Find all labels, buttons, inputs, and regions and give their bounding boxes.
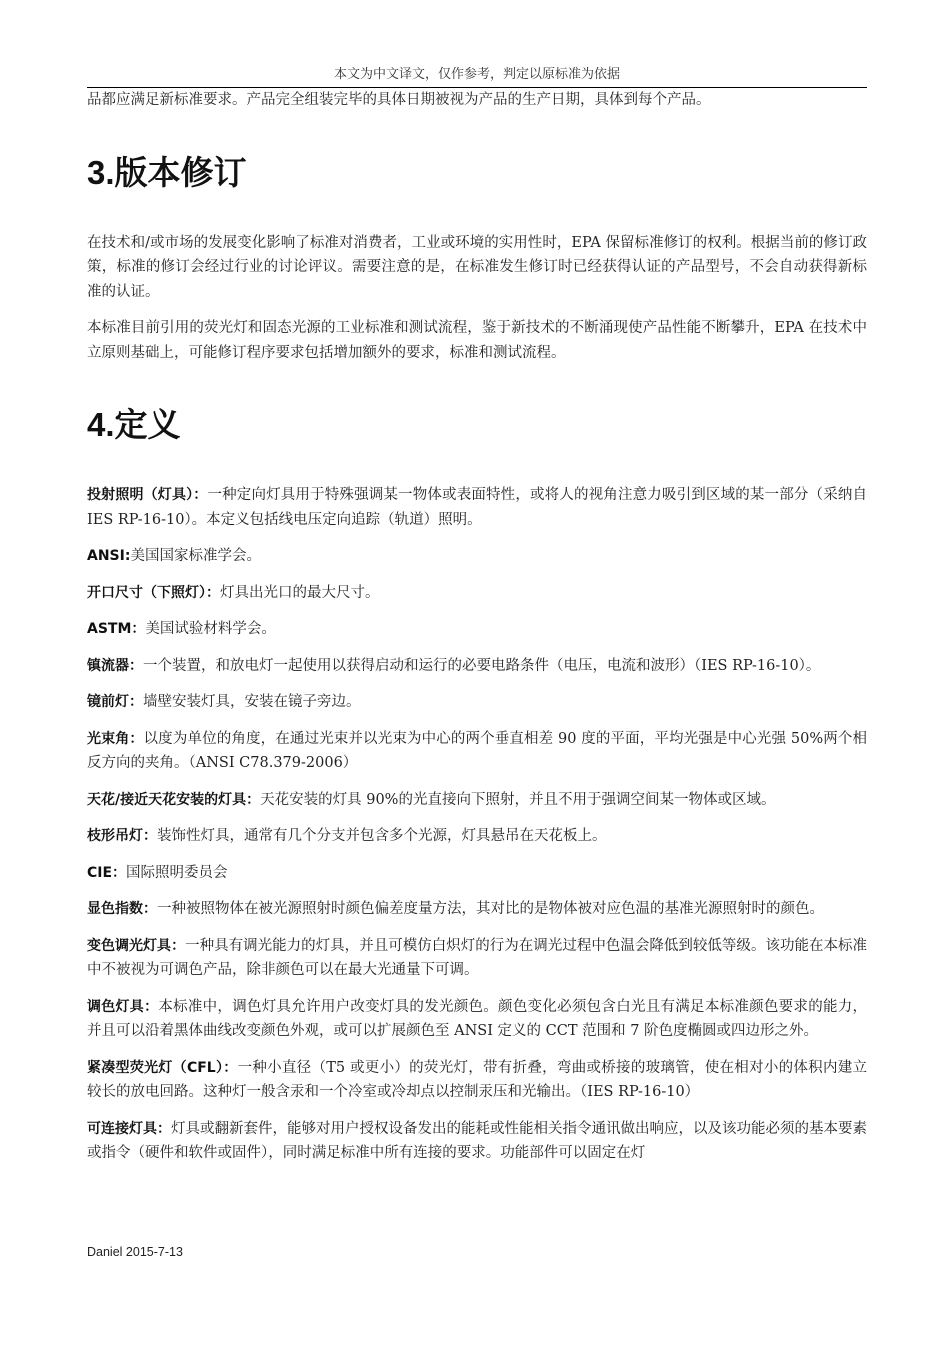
definition-text: 天花安装的灯具 90%的光直接向下照射，并且不用于强调空间某一物体或区域。 xyxy=(260,791,776,808)
section-3-title: 版本修订 xyxy=(114,152,247,192)
definition-term: 开口尺寸（下照灯） xyxy=(87,584,206,601)
header-note: 本文为中文译文，仅作参考，判定以原标准为依据 xyxy=(333,67,620,82)
definition-separator: ： xyxy=(223,1059,238,1076)
definition-item xyxy=(87,934,867,983)
definition-term: 投射照明（灯具） xyxy=(87,487,194,503)
definition-term: 紧凑型荧光灯（CFL） xyxy=(87,1059,224,1076)
definition-text: 一种具有调光能力的灯具，并且可模仿白炽灯的行为在调光过程中色温会降低到较低等级。该功能在本标准中不被视为可调色产品，除非颜色可以在最大光通量下可调。 xyxy=(87,937,868,978)
definition-text: 国际照明委员会 xyxy=(126,864,228,881)
definition-separator: ： xyxy=(171,937,186,954)
definition-separator: ： xyxy=(143,828,157,844)
definition-text: 本标准中，调色灯具允许用户改变灯具的发光颜色。颜色变化必须包含白光且有满足本标准颜色要求的能力，并且可以沿着黑体曲线改变颜色外观，或可以扩展颜色至 ANSI 定义的 CCT 范围和 7 阶色度椭圆或四边形之外。 xyxy=(87,998,868,1039)
section-4-number: 4. xyxy=(87,406,115,443)
section-3-heading xyxy=(87,153,867,193)
definition-item xyxy=(87,1117,867,1166)
definition-item xyxy=(87,690,867,715)
definition-separator: ： xyxy=(129,694,143,710)
definition-separator: ： xyxy=(157,1120,171,1137)
definition-separator: ： xyxy=(129,730,144,747)
definition-separator: ： xyxy=(143,901,157,917)
definition-item xyxy=(87,483,867,532)
definition-text: 美国国家标准学会。 xyxy=(130,548,261,564)
definition-term: ASTM xyxy=(87,621,132,637)
definition-text: 一种被照物体在被光源照射时颜色偏差度量方法，其对比的是物体被对应色温的基准光源照射时的颜色。 xyxy=(157,901,824,917)
definition-text: 一种小直径（T5 或更小）的荧光灯，带有折叠，弯曲或桥接的玻璃管，使在相对小的体积内建立较长的放电回路。这种灯一般含汞和一个冷室或冷却点以控制汞压和光输出。（IES RP-16-10） xyxy=(87,1059,867,1100)
definition-text: 一种定向灯具用于特殊强调某一物体或表面特性，或将人的视角注意力吸引到区域的某一部分（采纳自 IES RP-16-10）。本定义包括线电压定向追踪（轨道）照明。 xyxy=(87,487,868,528)
definition-item xyxy=(87,897,867,922)
section-3-paragraph: 在技术和/或市场的发展变化影响了标准对消费者，工业或环境的实用性时，EPA 保留标准修订的权利。根据当前的修订政策，标准的修订会经过行业的讨论评议。需要注意的是，在标准发生修订时已经获得认证的产品型号，不会自动获得新标准的认证。 xyxy=(87,234,867,300)
definition-separator: ： xyxy=(131,621,146,637)
section-4-heading xyxy=(87,405,867,445)
definition-term: CIE xyxy=(87,864,113,881)
definition-text: 灯具或翻新套件，能够对用户授权设备发出的能耗或性能相关指令通讯做出响应，以及该功能必须的基本要素或指令（硬件和软件或固件），同时满足标准中所有连接的要求。功能部件可以固定在灯 xyxy=(87,1120,867,1161)
definition-item xyxy=(87,617,867,642)
definition-term: 变色调光灯具 xyxy=(87,937,172,954)
definition-term: 镇流器 xyxy=(87,657,129,674)
definition-term: 光束角 xyxy=(87,730,130,747)
definition-item xyxy=(87,788,867,813)
definition-separator: ： xyxy=(129,657,143,674)
definition-item xyxy=(87,581,867,606)
definition-term: 显色指数 xyxy=(87,901,143,917)
definition-text: 墙壁安装灯具，安装在镜子旁边。 xyxy=(143,694,361,710)
definition-separator: ： xyxy=(246,791,261,808)
definition-item xyxy=(87,861,867,886)
continuation-paragraph: 品都应满足新标准要求。产品完全组装完毕的具体日期被视为产品的生产日期，具体到每个产品。 xyxy=(87,92,711,108)
definition-text: 装饰性灯具，通常有几个分支并包含多个光源，灯具悬吊在天花板上。 xyxy=(157,828,607,844)
definition-item xyxy=(87,1056,867,1105)
definition-term: 天花/接近天花安装的灯具 xyxy=(87,791,247,808)
definitions-list xyxy=(87,483,867,1166)
definition-term: ANSI xyxy=(87,548,125,564)
section-3-paragraph: 本标准目前引用的荧光灯和固态光源的工业标准和测试流程，鉴于新技术的不断涌现使产品性能不断攀升，EPA 在技术中立原则基础上，可能修订程序要求包括增加额外的要求，标准和测试流程。 xyxy=(87,320,867,361)
definition-item xyxy=(87,995,867,1044)
definition-separator: ： xyxy=(193,487,208,503)
section-3-number: 3. xyxy=(87,153,115,191)
page-content xyxy=(87,88,867,1166)
definition-term: 镜前灯 xyxy=(87,694,129,710)
definition-text: 美国试验材料学会。 xyxy=(145,621,276,637)
footer-text: Daniel 2015-7-13 xyxy=(87,1245,183,1259)
definition-item xyxy=(87,654,867,679)
definition-term: 可连接灯具 xyxy=(87,1120,157,1137)
definition-text: 灯具出光口的最大尺寸。 xyxy=(220,584,380,601)
definition-separator: ： xyxy=(144,998,159,1015)
definition-separator: ： xyxy=(206,584,220,601)
section-4-title: 定义 xyxy=(114,405,181,444)
definition-term: 调色灯具 xyxy=(87,998,145,1015)
definition-term: 枝形吊灯 xyxy=(87,828,143,844)
definition-separator: ： xyxy=(112,864,127,881)
definition-separator: : xyxy=(124,548,131,564)
definition-text: 以度为单位的角度，在通过光束并以光束为中心的两个垂直相差 90 度的平面，平均光强是中心光强 50%两个相反方向的夹角。（ANSI C78.379-2006） xyxy=(87,730,867,771)
definition-item xyxy=(87,544,867,569)
definition-text: 一个装置，和放电灯一起使用以获得启动和运行的必要电路条件（电压，电流和波形）（IES RP-16-10）。 xyxy=(143,657,821,674)
definition-item xyxy=(87,824,867,849)
definition-item xyxy=(87,727,867,776)
